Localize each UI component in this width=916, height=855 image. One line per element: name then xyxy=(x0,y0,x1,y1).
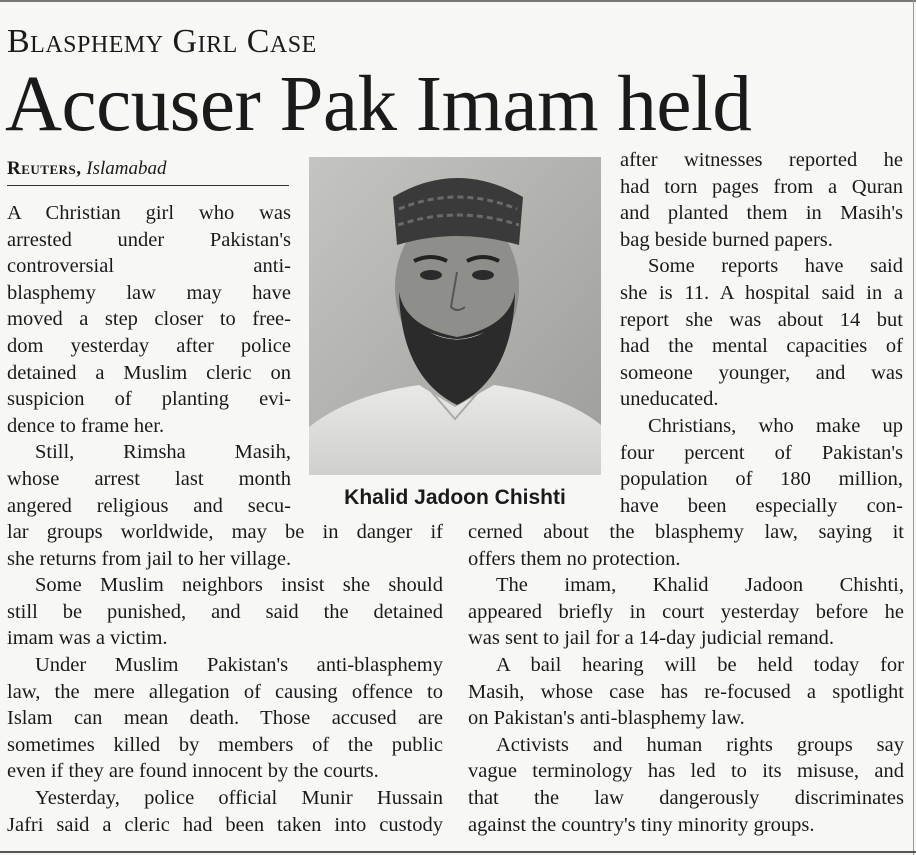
column-left-top xyxy=(7,200,291,519)
column-right-top xyxy=(620,147,903,519)
text-line: imam was a victim. xyxy=(7,627,168,650)
text-line: Christians, who make up xyxy=(648,414,903,437)
byline-agency: Reuters, xyxy=(7,158,82,179)
text-line: she returns from jail to her village. xyxy=(7,547,292,570)
text-line: vague terminology has led to its misuse, and xyxy=(468,760,904,783)
text-line: bag beside burned papers. xyxy=(620,228,833,251)
text-line: dom yesterday after police xyxy=(7,334,291,357)
text-line: she is 11. A hospital said in a xyxy=(620,281,903,304)
text-line: on Pakistan's anti-blasphemy law. xyxy=(468,707,745,730)
text-line: and planted them in Masih's xyxy=(620,202,903,225)
text-line: blasphemy law may have xyxy=(7,281,291,304)
text-line: suspicion of planting evi- xyxy=(7,388,291,411)
text-line: detained a Muslim cleric on xyxy=(7,361,291,384)
byline xyxy=(7,157,166,181)
kicker: Blasphemy Girl Case xyxy=(7,23,317,60)
text-line: The imam, Khalid Jadoon Chishti, xyxy=(496,574,904,597)
top-rule xyxy=(0,0,916,2)
text-line: even if they are found innocent by the courts. xyxy=(7,760,379,783)
portrait-illustration xyxy=(309,157,601,475)
text-line: law, the mere allegation of causing offence to xyxy=(7,680,443,703)
byline-rule xyxy=(7,185,289,186)
photo-caption: Khalid Jadoon Chishti xyxy=(344,486,566,509)
text-line: population of 180 million, xyxy=(620,468,903,491)
text-line: still be punished, and said the detained xyxy=(7,600,443,623)
portrait-photo xyxy=(309,157,601,475)
text-line: whose arrest last month xyxy=(7,467,291,490)
column-right-bottom xyxy=(468,519,904,838)
text-line: had torn pages from a Quran xyxy=(620,175,903,198)
text-line: Still, Rimsha Masih, xyxy=(35,441,291,464)
text-line: Some reports have said xyxy=(648,255,903,278)
text-line: was sent to jail for a 14-day judicial remand. xyxy=(468,627,835,650)
text-line: report she was about 14 but xyxy=(620,308,903,331)
text-line: uneducated. xyxy=(620,388,719,411)
text-line: Masih, whose case has re-focused a spotlight xyxy=(468,680,904,703)
text-line: had the mental capacities of xyxy=(620,335,903,358)
text-line: lar groups worldwide, may be in danger if xyxy=(7,521,443,543)
text-line: arrested under Pakistan's xyxy=(7,228,291,251)
text-line: Jafri said a cleric had been taken into custody xyxy=(7,813,443,836)
text-line: Islam can mean death. Those accused are xyxy=(7,707,443,730)
text-line: someone younger, and was xyxy=(620,361,903,384)
byline-place: Islamabad xyxy=(86,158,167,179)
text-line: offers them no protection. xyxy=(468,547,681,570)
text-line: controversial anti- xyxy=(7,255,291,278)
text-line: four percent of Pakistan's xyxy=(620,441,903,464)
text-line: have been especially con- xyxy=(620,494,903,517)
text-line: A bail hearing will be held today for xyxy=(496,653,904,676)
text-line: moved a step closer to free- xyxy=(7,308,291,331)
text-line: sometimes killed by members of the public xyxy=(7,733,443,756)
bottom-rule xyxy=(0,851,916,853)
headline: Accuser Pak Imam held xyxy=(5,61,752,148)
text-line: appeared briefly in court yesterday before he xyxy=(468,600,904,623)
text-line: Activists and human rights groups say xyxy=(496,733,904,756)
text-line: after witnesses reported he xyxy=(620,149,903,171)
text-line: angered religious and secu- xyxy=(7,494,291,517)
text-line: that the law dangerously discriminates xyxy=(468,786,904,809)
text-line: against the country's tiny minority groups. xyxy=(468,813,815,836)
text-line: Under Muslim Pakistan's anti-blasphemy xyxy=(35,653,443,676)
text-line: Some Muslim neighbors insist she should xyxy=(35,574,443,597)
text-line: Yesterday, police official Munir Hussain xyxy=(35,786,443,809)
text-line: cerned about the blasphemy law, saying it xyxy=(468,521,904,543)
column-left-bottom xyxy=(7,519,443,838)
text-line: dence to frame her. xyxy=(7,414,165,437)
text-line: A Christian girl who was xyxy=(7,202,291,224)
right-rule xyxy=(913,0,914,855)
